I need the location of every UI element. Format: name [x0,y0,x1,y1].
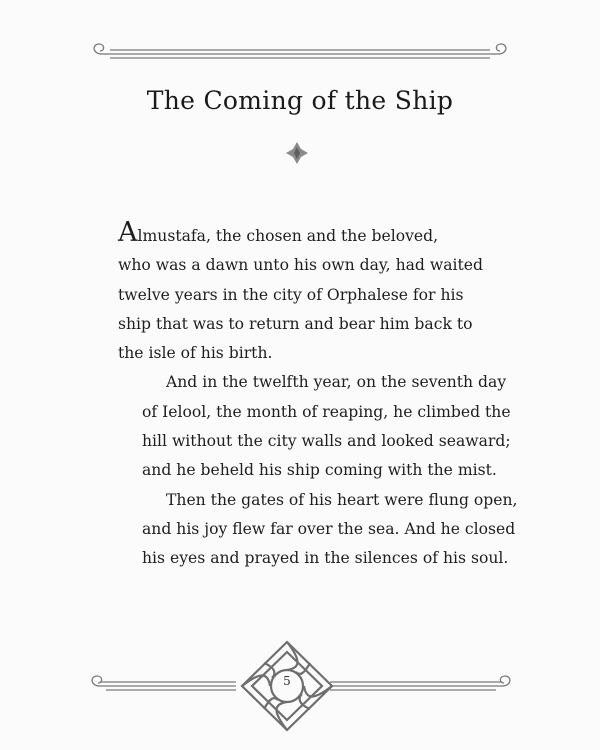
diamond-ornament-icon [284,140,310,166]
text-line: Almustafa, the chosen and the beloved, [118,217,439,248]
drop-cap: A [118,217,138,248]
paragraph-3 [118,486,518,574]
top-ornamental-rule [88,36,512,66]
text-line: And in the twelfth year, on the seventh day [166,373,507,392]
paragraph-1 [118,217,494,368]
text-line: who was a dawn unto his own day, had waited [118,256,483,275]
page-number: 5 [283,674,291,688]
text-line: Then the gates of his heart were flung open, [166,490,518,509]
text-line: ship that was to return and bear him back to [118,314,473,333]
text-line: the isle of his birth. [118,344,273,363]
chapter-title: The Coming of the Ship [146,86,454,115]
paragraph-2 [118,368,511,485]
text-line: twelve years in the city of Orphalese for his [118,285,464,304]
chapter-body [118,217,518,574]
text-line: hill without the city walls and looked seaward; [142,432,511,451]
bottom-ornamental-rule [86,638,516,738]
text-line: and he beheld his ship coming with the mist. [142,461,497,480]
text-line: his eyes and prayed in the silences of his soul. [142,549,509,568]
text-line: and his joy flew far over the sea. And he closed [142,519,516,538]
text-line: of Ielool, the month of reaping, he climbed the [142,402,511,421]
